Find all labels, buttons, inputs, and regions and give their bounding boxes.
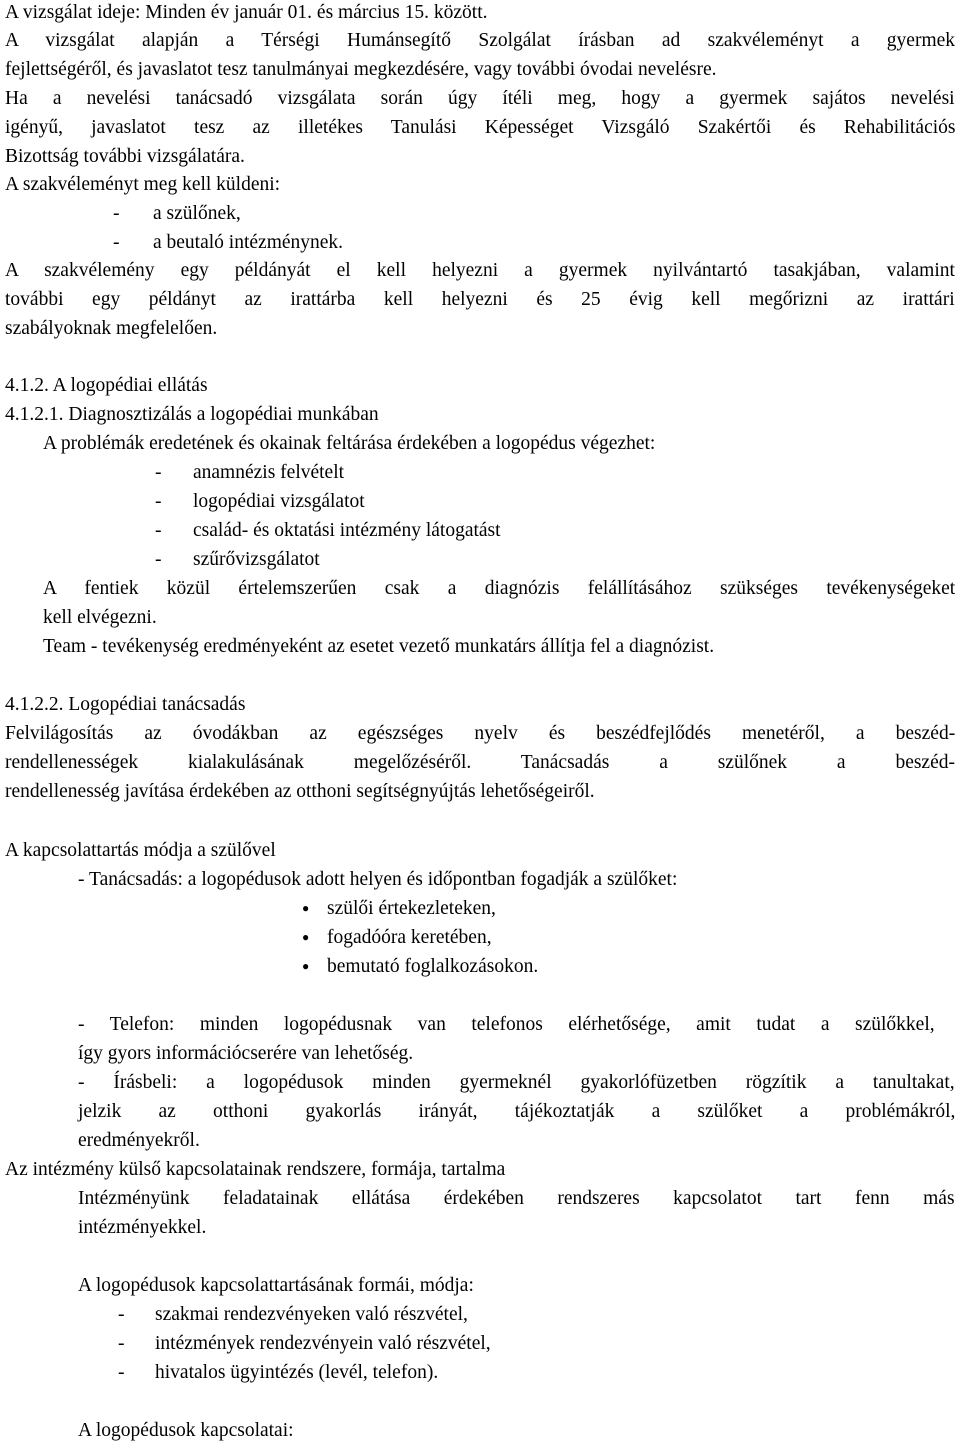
kuldes-list-item-text: a szülőnek, (153, 203, 241, 224)
nevelesi-tanacsado-line: Ha a nevelési tanácsadó vizsgálata során úgy ítéli meg, hogy a gyermek sajátos nevelési (5, 88, 955, 109)
dash-marker: - (113, 203, 120, 224)
vizsgalat-ideje-line: A vizsgálat ideje: Minden év január 01. és március 15. között. (5, 2, 488, 23)
dash-marker: - (118, 1333, 125, 1354)
dash-marker: - (155, 549, 162, 570)
szakvelemeny-peldany-line: további egy példányt az irattárba kell helyezni és 25 évig kell megőrizni az irattári (5, 289, 955, 310)
fogadas-list-item-text: szülői értekezleteken, (327, 898, 496, 919)
fogadas-list-item-text: bemutató foglalkozásokon. (327, 956, 539, 977)
heading-4-1-2-1-line: 4.1.2.1. Diagnosztizálás a logopédiai munkában (5, 404, 379, 425)
szakvelemeny-peldany-line: A szakvélemény egy példányát el kell helyezni a gyermek nyilvántartó tasakjában, valamint (5, 260, 955, 281)
intezmenyunk-line: Intézményünk feladatainak ellátása érdekében rendszeres kapcsolatot tart fenn más (78, 1188, 955, 1209)
telefon-line: - Telefon: minden logopédusnak van telefonos elérhetősége, amit tudat a szülőkkel, (78, 1014, 935, 1035)
tanacsadas-line-line: - Tanácsadás: a logopédusok adott helyen és időpontban fogadják a szülőket: (78, 869, 678, 890)
dash-marker: - (118, 1362, 125, 1383)
diagnosztika-list-item-text: szűrővizsgálatot (193, 549, 320, 570)
szakvelemeny-kuldes-line: A szakvéleményt meg kell küldeni: (5, 174, 281, 195)
fentiek-kozul-line: A fentiek közül értelemszerűen csak a diagnózis felállításához szükséges tevékenységeket (43, 578, 956, 599)
logopedusok-kapcsolatai-line: A logopédusok kapcsolatai: (78, 1420, 294, 1441)
team-tevekenyseg-line: Team - tevékenység eredményeként az esetet vezető munkatárs állítja fel a diagnózist. (43, 636, 715, 657)
felvilagositas-line: rendellenesség javítása érdekében az otthoni segítségnyújtás lehetőségeiről. (5, 781, 595, 802)
heading-4-1-2-2-line: 4.1.2.2. Logopédiai tanácsadás (5, 694, 246, 715)
vizsgalat-alapjan-line: A vizsgálat alapján a Térségi Humánsegítő Szolgálat írásban ad szakvéleményt a gyermek (5, 30, 956, 51)
kapcsolattartas-heading-line: A kapcsolattartás módja a szülővel (5, 840, 276, 861)
szakvelemeny-peldany-line: szabályoknak megfelelően. (5, 318, 218, 339)
fogadas-list-item-text: fogadóóra keretében, (327, 927, 492, 948)
nevelesi-tanacsado-line: Bizottság további vizsgálatára. (5, 146, 245, 167)
telefon-line: így gyors információcserére van lehetőség. (78, 1043, 414, 1064)
dash-marker: - (155, 491, 162, 512)
dash-marker: - (155, 462, 162, 483)
problemak-eredete-line: A problémák eredetének és okainak feltárása érdekében a logopédus végezhet: (43, 433, 656, 454)
kuldes-list-item-text: a beutaló intézménynek. (153, 232, 344, 253)
diagnosztika-list-item-text: család- és oktatási intézmény látogatást (193, 520, 501, 541)
diagnosztika-list-item-text: anamnézis felvételt (193, 462, 345, 483)
irasbeli-line: eredményekről. (78, 1130, 200, 1151)
kapcsolattartas-list-item-text: szakmai rendezvényeken való részvétel, (155, 1304, 468, 1325)
dash-marker: - (113, 232, 120, 253)
fentiek-kozul-line: kell elvégezni. (43, 607, 157, 628)
irasbeli-line: jelzik az otthoni gyakorlás irányát, tájékoztatják a szülőket a problémákról, (78, 1101, 956, 1122)
kapcsolattartas-list-item-text: hivatalos ügyintézés (levél, telefon). (155, 1362, 439, 1383)
heading-4-1-2-line: 4.1.2. A logopédiai ellátás (5, 375, 208, 396)
kapcsolattartas-formai-line: A logopédusok kapcsolattartásának formái, módja: (78, 1275, 474, 1296)
vizsgalat-alapjan-line: fejlettségéről, és javaslatot tesz tanulmányai megkezdésére, vagy további óvodai nevelésre. (5, 59, 717, 80)
bullet-icon: ● (302, 959, 310, 973)
felvilagositas-line: Felvilágosítás az óvodákban az egészséges nyelv és beszédfejlődés menetéről, a beszéd- (5, 723, 956, 744)
dash-marker: - (155, 520, 162, 541)
felvilagositas-line: rendellenességek kialakulásának megelőzéséről. Tanácsadás a szülőnek a beszéd- (5, 752, 955, 773)
nevelesi-tanacsado-line: igényű, javaslatot tesz az illetékes Tanulási Képességet Vizsgáló Szakértői és Rehabilitációs (5, 117, 956, 138)
kulso-kapcsolatok-heading-line: Az intézmény külső kapcsolatainak rendszere, formája, tartalma (5, 1159, 506, 1180)
bullet-icon: ● (302, 901, 310, 915)
dash-marker: - (118, 1304, 125, 1325)
irasbeli-line: - Írásbeli: a logopédusok minden gyermeknél gyakorlófüzetben rögzítik a tanultakat, (78, 1072, 955, 1093)
kapcsolattartas-list-item-text: intézmények rendezvényein való részvétel, (155, 1333, 491, 1354)
diagnosztika-list-item-text: logopédiai vizsgálatot (193, 491, 365, 512)
bullet-icon: ● (302, 930, 310, 944)
intezmenyunk-line: intézményekkel. (78, 1217, 207, 1238)
